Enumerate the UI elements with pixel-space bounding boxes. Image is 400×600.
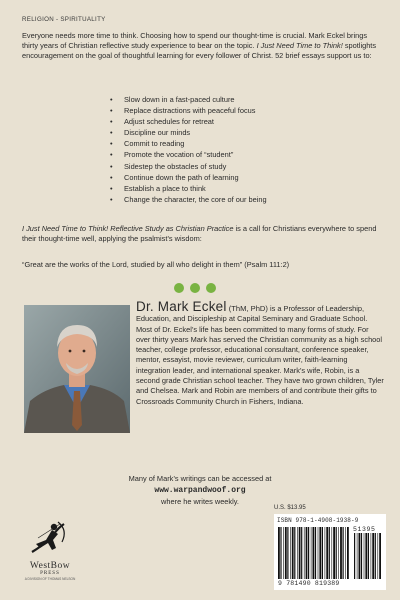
barcode-bar <box>322 527 323 579</box>
intro-text-cont: spotlights encouragement on the goal of thoughtful learning for every follower of Christ. 52 brief essays support us to: <box>22 41 377 61</box>
barcode-bar <box>359 533 361 579</box>
practice-text: is a call for Christians everywhere to spend their thought-time well, applying the psalmist’s wisdom: <box>22 224 377 244</box>
list-item: • Promote the vocation of “student” <box>110 149 370 160</box>
price-label: U.S. $13.95 <box>274 505 306 511</box>
writings-line: where he writes weekly. <box>161 497 239 506</box>
barcode-bar <box>299 527 301 579</box>
list-item: • Replace distractions with peaceful focus <box>110 105 370 116</box>
addon-number: 51395 <box>353 526 376 533</box>
barcode-bar <box>354 533 355 579</box>
writings-note <box>0 473 400 508</box>
barcode-bar <box>379 533 381 579</box>
list-item: • Change the character, the core of our being <box>110 194 370 205</box>
barcode-bar <box>313 527 315 579</box>
green-dot-icon <box>174 283 184 293</box>
author-credentials: (ThM, PhD) <box>226 304 268 313</box>
barcode-bar <box>371 533 372 579</box>
brand-press: PRESS <box>40 571 60 576</box>
barcode-bar <box>326 527 328 579</box>
barcode-bar <box>290 527 291 579</box>
barcode-bar <box>278 527 280 579</box>
barcode-bar <box>306 527 308 579</box>
list-item: • Adjust schedules for retreat <box>110 116 370 127</box>
psalm-quote: “Great are the works of the Lord, studied by all who delight in them” (Psalm 111:2) <box>22 260 290 269</box>
barcode-bar <box>368 533 369 579</box>
barcode-bar <box>340 527 342 579</box>
intro-paragraph <box>22 31 382 61</box>
barcode-bar <box>297 527 298 579</box>
barcode-bar <box>372 533 374 579</box>
website-link[interactable]: www.warpandwoof.org <box>154 485 246 495</box>
barcode-addon-icon <box>354 533 382 579</box>
book-title-inline: I Just Need Time to Think! <box>256 41 343 51</box>
barcode-bar <box>357 533 358 579</box>
barcode-bar <box>336 527 337 579</box>
barcode-bar <box>287 527 288 579</box>
barcode-bar <box>280 527 281 579</box>
barcode-bar <box>283 527 284 579</box>
barcode-bar <box>318 527 319 579</box>
barcode-bar <box>365 533 367 579</box>
green-dot-icon <box>190 283 200 293</box>
list-item: • Discipline our minds <box>110 127 370 138</box>
barcode-bar <box>329 527 330 579</box>
isbn-text: ISBN 978-1-4908-1938-9 <box>277 517 359 524</box>
ean-number: 9 781490 819389 <box>278 580 340 587</box>
barcode-bar <box>311 527 312 579</box>
barcode-main-icon <box>278 527 350 579</box>
brand-tagline: A DIVISION OF THOMAS NELSON <box>24 577 76 581</box>
category-label: RELIGION - SPIRITUALITY <box>22 16 106 23</box>
barcode-bar <box>292 527 294 579</box>
barcode-bar <box>345 527 346 579</box>
list-item: • Sidestep the obstacles of study <box>110 161 370 172</box>
barcode-bar <box>294 527 295 579</box>
barcode-bar <box>361 533 362 579</box>
list-item: • Commit to reading <box>110 138 370 149</box>
author-photo <box>24 305 130 433</box>
barcode-bar <box>301 527 302 579</box>
bio-text: is a Professor of Leadership, Education, and Discipleship at Capital Seminary and Graduate School. Most of Dr. Eckel’s life has been committed to many forms of study. For over thirty years Mark has served the Christian community as a high school teacher, college professor, educational consultant, conference speaker, mentor, essayist, movie reviewer, curriculum writer, faith-learning integration leader, and international speaker. Mark’s wife, Robin, is a second grade Christian school teacher. They have two grown children, Tyler and Chelsea. Mark and Robin are members of and contribute their gifts to Crossroads Community Church in Fishers, Indiana. <box>136 304 384 406</box>
book-full-title: I Just Need Time to Think! Reflective Study as Christian Practice <box>22 224 234 233</box>
archer-icon <box>28 518 72 556</box>
author-bio <box>136 299 384 407</box>
bullet-list <box>110 94 370 205</box>
barcode-bar <box>308 527 309 579</box>
list-item: • Establish a place to think <box>110 183 370 194</box>
divider-dots <box>174 283 216 293</box>
intro-text: Everyone needs more time to think. Choosing how to spend our thought-time is crucial. Mark Eckel brings thirty years of Christian reflective study experience to bear on the topic. <box>22 31 368 51</box>
barcode-bar <box>319 527 321 579</box>
green-dot-icon <box>206 283 216 293</box>
barcode-box <box>274 514 386 590</box>
barcode-bar <box>347 527 349 579</box>
barcode-bar <box>378 533 379 579</box>
barcode-bar <box>343 527 344 579</box>
list-item: • Continue down the path of learning <box>110 172 370 183</box>
barcode-bar <box>304 527 305 579</box>
barcode-bar <box>375 533 376 579</box>
barcode-bar <box>332 527 333 579</box>
practice-paragraph <box>22 224 382 244</box>
barcode-bar <box>285 527 287 579</box>
barcode-bar <box>333 527 335 579</box>
author-name: Dr. Mark Eckel <box>136 299 227 314</box>
list-item: • Slow down in a fast-paced culture <box>110 94 370 105</box>
publisher-logo <box>14 518 86 588</box>
barcode-bar <box>325 527 326 579</box>
barcode-bar <box>338 527 339 579</box>
brand-name: WestBow <box>29 561 71 571</box>
barcode-bar <box>315 527 316 579</box>
barcode-bar <box>364 533 365 579</box>
writings-line: Many of Mark’s writings can be accessed at <box>128 474 272 483</box>
author-portrait-icon <box>24 305 130 433</box>
